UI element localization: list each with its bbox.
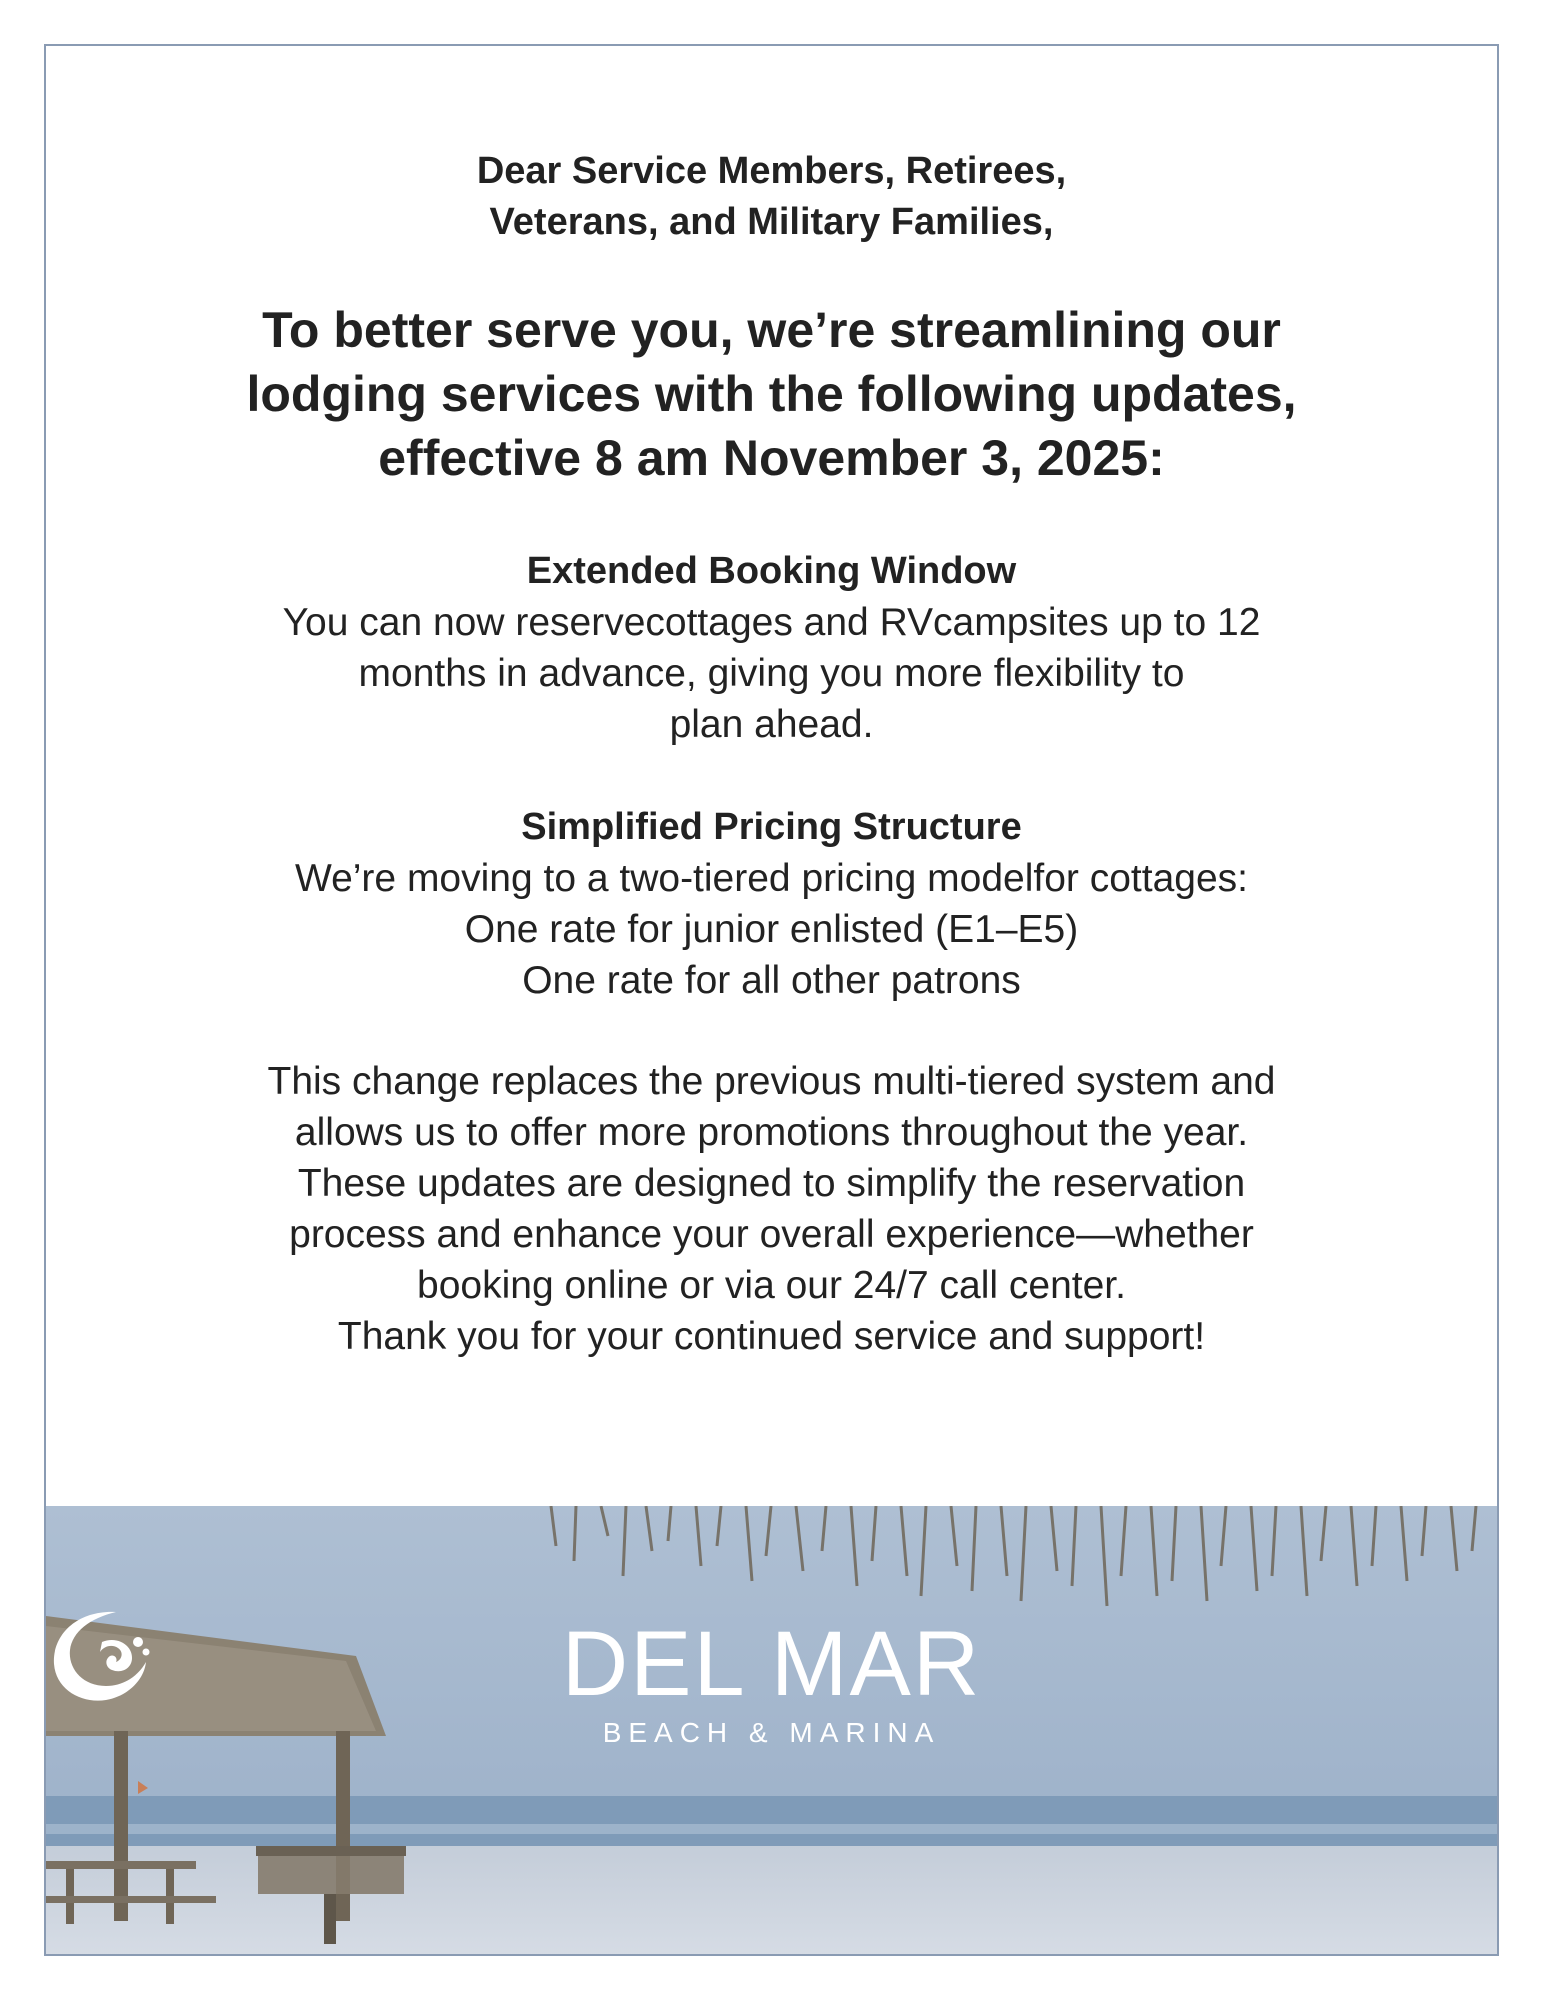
letter-content xyxy=(46,46,1497,1362)
section-body xyxy=(46,853,1497,1006)
closing-line: booking online or via our 24/7 call center. xyxy=(417,1264,1126,1307)
closing-line: allows us to offer more promotions throughout the year. xyxy=(294,1111,1249,1154)
closing-line: Thank you for your continued service and support! xyxy=(337,1315,1206,1358)
body-line: months in advance, giving you more flexibility to xyxy=(358,652,1185,695)
brand-name: DEL MAR xyxy=(561,1613,982,1715)
wave-logo-icon xyxy=(46,1606,156,1706)
body-line: We’re moving to a two-tiered pricing modelfor cottages: xyxy=(294,857,1249,900)
brand-lockup xyxy=(46,1606,1497,1750)
section-booking-window xyxy=(46,546,1497,750)
headline xyxy=(46,298,1497,490)
body-line: One rate for junior enlisted (E1–E5) xyxy=(464,908,1079,951)
body-line: You can now reservecottages and RVcampsites up to 12 xyxy=(282,601,1261,644)
salutation xyxy=(46,146,1497,248)
body-line: plan ahead. xyxy=(669,703,874,746)
section-title: Simplified Pricing Structure xyxy=(521,806,1022,848)
closing-line: process and enhance your overall experience—whether xyxy=(289,1213,1254,1256)
closing-line: This change replaces the previous multi-tiered system and xyxy=(267,1060,1276,1103)
closing-line: These updates are designed to simplify the reservation xyxy=(297,1162,1246,1205)
headline-line: lodging services with the following updates, xyxy=(246,366,1297,422)
closing-paragraph xyxy=(46,1056,1497,1362)
flyer-frame xyxy=(44,44,1499,1956)
headline-line: To better serve you, we’re streamlining our xyxy=(262,302,1281,358)
section-body xyxy=(46,597,1497,750)
brand-tagline: BEACH & MARINA xyxy=(602,1717,941,1748)
salutation-line: Veterans, and Military Families, xyxy=(489,201,1054,243)
salutation-line: Dear Service Members, Retirees, xyxy=(476,150,1067,192)
beach-banner xyxy=(46,1506,1497,1956)
body-line: One rate for all other patrons xyxy=(522,959,1021,1002)
headline-line: effective 8 am November 3, 2025: xyxy=(378,430,1165,486)
section-title: Extended Booking Window xyxy=(526,550,1017,592)
section-pricing xyxy=(46,802,1497,1006)
